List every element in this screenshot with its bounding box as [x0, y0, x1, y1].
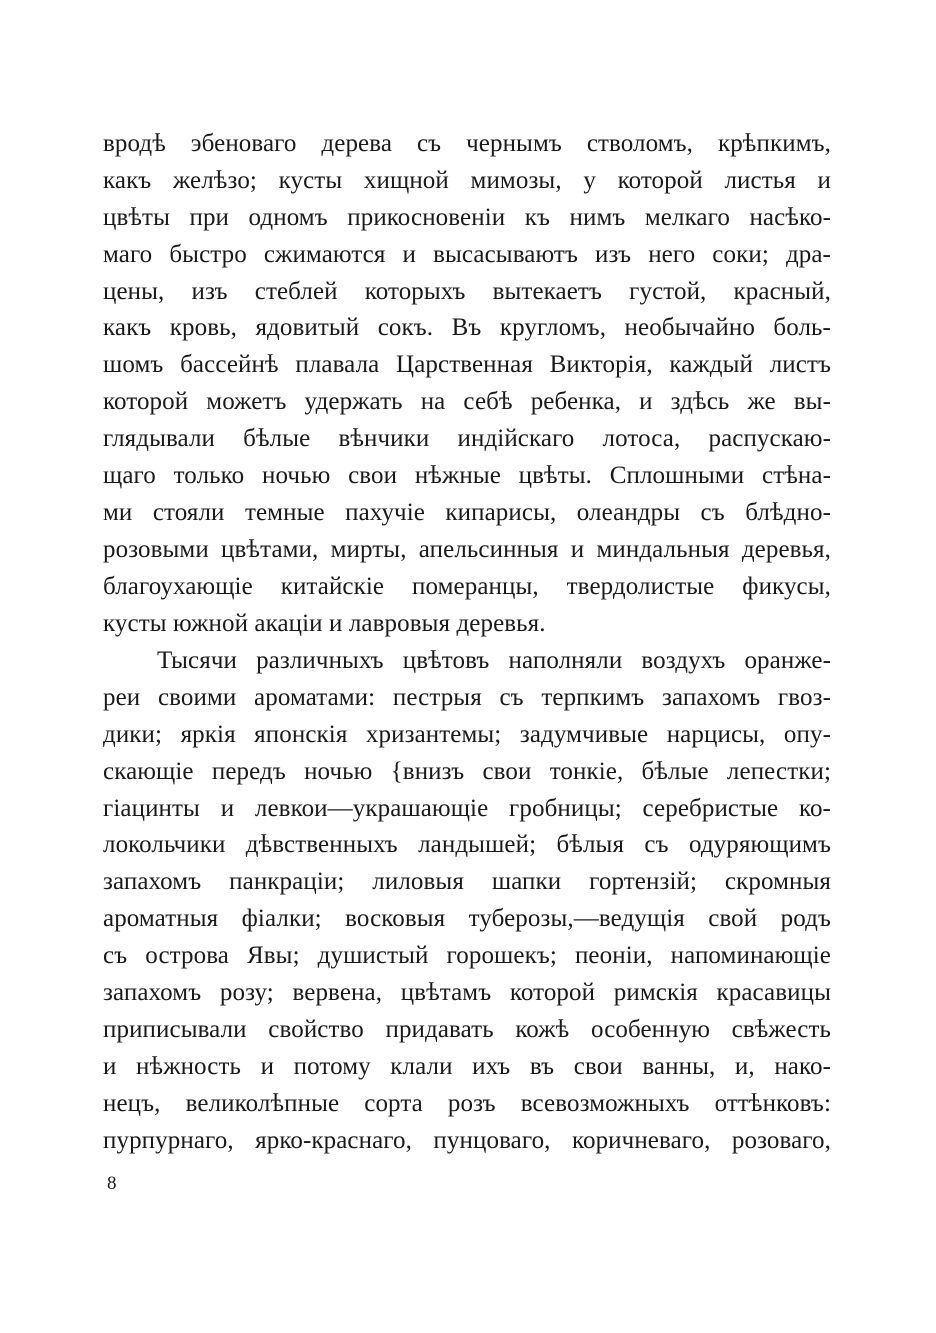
- text-line: и нѣжность и потому клали ихъ въ свои ванны, и, нако-: [103, 1052, 831, 1080]
- text-line: цвѣты при одномъ прикосновенiи къ нимъ мелкаго насѣко-: [103, 203, 831, 231]
- text-line: маго быстро сжимаются и высасываютъ изъ него соки; дра-: [103, 240, 831, 268]
- text-line: гiацинты и левкои—украшающiе гробницы; серебристые ко-: [103, 794, 831, 822]
- text-line: цены, изъ стеблей которыхъ вытекаетъ густой, красный,: [103, 277, 831, 305]
- text-line: вродѣ эбеноваго дерева съ чернымъ стволомъ, крѣпкимъ,: [103, 130, 831, 157]
- text-line: щаго только ночью свои нѣжные цвѣты. Сплошными стѣна-: [103, 462, 831, 490]
- text-line: запахомъ розу; вервена, цвѣтамъ которой римскiя красавицы: [103, 979, 831, 1007]
- paragraph-2: [103, 643, 831, 1159]
- text-line: дики; яркiя японскiя хризантемы; задумчивые нарцисы, опу-: [103, 720, 831, 748]
- text-line: ароматныя фiалки; восковыя туберозы,—ведущiя свой родъ: [103, 905, 831, 933]
- text-line: Тысячи различныхъ цвѣтовъ наполняли воздухъ оранже-: [157, 647, 831, 674]
- page-number: 8: [107, 1173, 117, 1194]
- paragraph-1: [103, 126, 831, 642]
- text-line: запахомъ панкрацiи; лиловыя шапки гортензiй; скромныя: [103, 868, 831, 896]
- text-line: благоухающiе китайскiе померанцы, твердолистые фикусы,: [103, 572, 831, 600]
- text-line: шомъ бассейнѣ плавала Царственная Викторiя, каждый листъ: [103, 351, 831, 379]
- text-line: ми стояли темные пахучiе кипарисы, олеандры съ блѣдно-: [103, 498, 831, 526]
- text-line: глядывали бѣлые вѣнчики индiйскаго лотоса, распускаю-: [103, 425, 831, 453]
- text-line: приписывали свойство придавать кожѣ особенную свѣжесть: [103, 1015, 831, 1043]
- text-line: кусты южной акацiи и лавровыя деревья.: [103, 609, 546, 637]
- text-line: пурпурнаго, ярко-краснаго, пунцоваго, коричневаго, розоваго,: [103, 1126, 831, 1154]
- text-line: локольчики дѣвственныхъ ландышей; бѣлыя съ одуряющимъ: [103, 831, 831, 859]
- text-line: съ острова Явы; душистый горошекъ; пеонiи, напоминающiе: [103, 942, 831, 970]
- text-line: скающiе передъ ночью {внизъ свои тонкiе, бѣлые лепестки;: [103, 757, 831, 785]
- text-line: реи своими ароматами: пестрыя съ терпкимъ запахомъ гвоз-: [103, 683, 831, 711]
- text-line: розовыми цвѣтами, мирты, апельсинныя и миндальныя деревья,: [103, 535, 831, 563]
- text-line: которой можетъ удержать на себѣ ребенка, и здѣсь же вы-: [103, 388, 831, 416]
- text-line: какъ кровь, ядовитый сокъ. Въ кругломъ, необычайно боль-: [103, 314, 831, 342]
- text-line: какъ желѣзо; кусты хищной мимозы, у которой листья и: [103, 166, 831, 194]
- text-line: нецъ, великолѣпные сорта розъ всевозможныхъ оттѣнковъ:: [103, 1089, 831, 1117]
